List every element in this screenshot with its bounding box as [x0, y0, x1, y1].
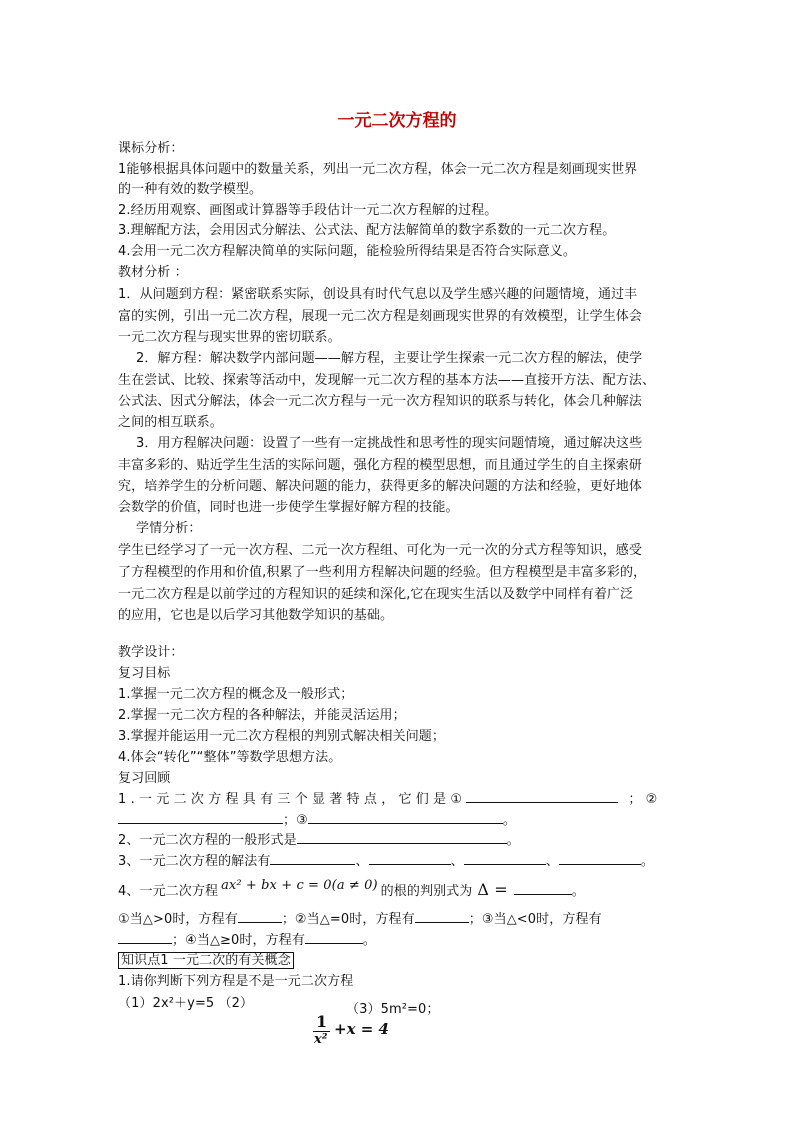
question-text: ；④当△≥0时，方程有 — [172, 933, 305, 948]
paragraph-line: 会数学的价值，同时也进一步使学生掌握好解方程的技能。 — [118, 500, 459, 515]
fraction-numerator: 1 — [316, 1012, 328, 1031]
separator: 。 — [640, 854, 654, 869]
question-text: ；③当△<0时，方程有 — [468, 912, 602, 927]
review-question-4 — [118, 880, 585, 901]
exercise-items: （1）2x²＋y=5 （2） — [118, 996, 254, 1011]
review-question-5 — [118, 909, 602, 929]
fill-blank — [270, 851, 355, 865]
fraction-denominator: x² — [314, 1032, 328, 1047]
paragraph-line: 1能够根据具体问题中的数量关系，列出一元二次方程，体会一元二次方程是刻画现实世界 — [118, 162, 638, 177]
fill-blank — [369, 851, 451, 865]
fill-blank — [308, 810, 503, 824]
question-text: 4、一元二次方程 — [118, 884, 219, 899]
review-question-1-cont — [118, 810, 516, 830]
exercise-item-3: （3）5m²=0； — [346, 1002, 440, 1017]
question-text: 1.一元二次方程具有三个显著特点，它们是① — [118, 792, 467, 807]
paragraph-line: 富的实例，引出一元二次方程，展现一元二次方程是刻画现实世界的有效模型，让学生体会 — [118, 309, 643, 324]
separator: 。 — [571, 884, 585, 899]
knowledge-point-label: 知识点1 一元二次的有关概念 — [118, 952, 294, 969]
paragraph-line: 公式法、因式分解法，体会一元二次方程与一元一次方程知识的联系与转化，体会几种解法 — [118, 394, 643, 409]
paragraph-line: 2．解方程：解决数学内部问题——解方程，主要让学生探索一元二次方程的解法，使学 — [136, 351, 643, 366]
formula: ax² + bx + c = 0(a ≠ 0) — [221, 878, 378, 893]
paragraph-line: 2.经历用观察、画图或计算器等手段估计一元二次方程解的过程。 — [118, 203, 498, 218]
fill-blank — [464, 851, 546, 865]
question-text: ；③ — [283, 813, 308, 828]
review-question-1 — [118, 789, 662, 809]
paragraph-line: 生在尝试、比较、探索等活动中，发现解一元二次方程的基本方法——直接开方法、配方法、 — [118, 373, 656, 388]
goal-item: 4.体会“转化”“整体”等数学思想方法。 — [118, 750, 342, 765]
review-question-5-cont — [118, 930, 376, 950]
paragraph-line: 一元二次方程与现实世界的密切联系。 — [118, 330, 341, 345]
question-text: 的根的判别式为 — [380, 884, 473, 899]
review-question-2 — [118, 830, 520, 850]
paragraph-line: 3．用方程解决问题：设置了一些有一定挑战性和思考性的现实问题情境，通过解决这些 — [136, 436, 643, 451]
separator: 。 — [362, 933, 377, 948]
paragraph-line: 了方程模型的作用和价值,积累了一些利用方程解决问题的经验。但方程模型是丰富多彩的， — [118, 565, 647, 580]
question-text: ；②当△=0时，方程有 — [281, 912, 415, 927]
knowledge-point-1 — [118, 951, 294, 970]
paragraph-line: 1．从问题到方程：紧密联系实际，创设具有时代气息以及学生感兴趣的问题情境，通过丰 — [118, 287, 638, 302]
review-question-3 — [118, 851, 654, 871]
question-text: 。 — [506, 833, 520, 848]
section-heading-textbook: 教材分析 ： — [118, 265, 188, 280]
fill-blank — [514, 881, 572, 895]
fill-blank — [305, 930, 363, 944]
goal-item: 3.掌握并能运用一元二次方程根的判别式解决相关问题； — [118, 729, 446, 744]
paragraph-line: 究，培养学生的分析问题、解决问题的能力，获得更多的解决问题的方法和经验，更好地体 — [118, 479, 643, 494]
fill-blank — [559, 851, 641, 865]
exercise-question-1: 1.请你判断下列方程是不是一元二次方程 — [118, 974, 354, 989]
paragraph-line: 的一种有效的数学模型。 — [118, 182, 263, 197]
document-title: 一元二次方程的 — [337, 111, 457, 131]
question-text: ①当△>0时，方程有 — [118, 912, 238, 927]
subheading-goals: 复习目标 — [118, 666, 171, 681]
formula-rest: +x = 4 — [334, 1020, 389, 1038]
separator: 、 — [450, 854, 464, 869]
fill-blank — [238, 909, 282, 923]
section-heading-design: 教学设计： — [118, 645, 184, 660]
goal-item: 1.掌握一元二次方程的概念及一般形式； — [118, 687, 354, 702]
separator: 、 — [545, 854, 559, 869]
question-text: ；② — [628, 792, 662, 807]
fill-blank — [415, 909, 469, 923]
fill-blank — [466, 789, 618, 803]
fill-blank — [297, 830, 507, 844]
section-heading-students: 学情分析： — [136, 521, 202, 536]
question-text: 2、一元二次方程的一般形式是 — [118, 833, 297, 848]
paragraph-line: 一元二次方程是以前学过的方程知识的延续和深化,它在现实生活以及数学中同样有着广泛 — [118, 587, 634, 602]
fill-blank — [118, 930, 172, 944]
paragraph-line: 之间的相互联系。 — [118, 415, 223, 430]
separator: 、 — [355, 854, 369, 869]
paragraph-line: 学生已经学习了一元一次方程、二元一次方程组、可化为一元一次的分式方程等知识，感受 — [118, 543, 643, 558]
section-heading-curriculum: 课标分析： — [118, 141, 184, 156]
goal-item: 2.掌握一元二次方程的各种解法，并能灵活运用； — [118, 708, 406, 723]
question-text: 。 — [502, 813, 516, 828]
paragraph-line: 丰富多彩的、贴近学生生活的实际问题，强化方程的模型思想，而且通过学生的自主探索研 — [118, 458, 643, 473]
paragraph-line: 4.会用一元二次方程解决简单的实际问题，能检验所得结果是否符合实际意义。 — [118, 244, 577, 259]
paragraph-line: 的应用，它也是以后学习其他数学知识的基础。 — [118, 608, 394, 623]
delta-symbol: Δ = — [477, 880, 508, 899]
subheading-review: 复习回顾 — [118, 771, 171, 786]
fill-blank — [118, 810, 283, 824]
question-text: 3、一元二次方程的解法有 — [118, 854, 271, 869]
paragraph-line: 3.理解配方法，会用因式分解法、公式法、配方法解简单的数字系数的一元二次方程。 — [118, 223, 616, 238]
